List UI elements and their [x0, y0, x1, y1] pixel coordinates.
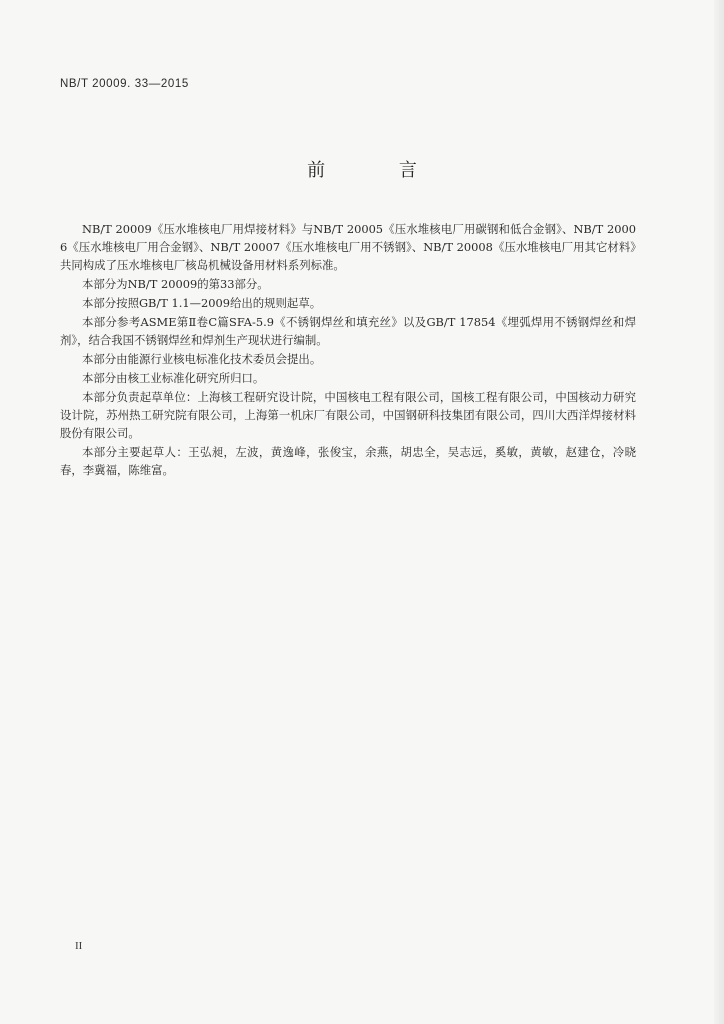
- paragraph-drafters: 本部分主要起草人：王弘昶，左波，黄逸峰，张俊宝，余燕，胡忠全，吴志远，奚敏，黄敏，赵建仓，冷晓春，李冀福，陈维富。: [60, 445, 636, 477]
- page-title: 前 言: [307, 160, 451, 181]
- standard-code: NB/T 20009. 33—2015: [60, 78, 189, 90]
- page-number: II: [75, 940, 83, 952]
- paragraph-part-number: 本部分为NB/T 20009的第33部分。: [82, 277, 269, 291]
- paragraph-drafting-rules: 本部分按照GB/T 1.1—2009给出的规则起草。: [82, 296, 322, 310]
- paragraph-references: 本部分参考ASME第Ⅱ卷C篇SFA-5.9《不锈钢焊丝和填充丝》以及GB/T 17854《埋弧焊用不锈钢焊丝和焊剂》，结合我国不锈钢焊丝和焊剂生产现状进行编制。: [60, 315, 636, 347]
- paragraph-series-scope: NB/T 20009《压水堆核电厂用焊接材料》与NB/T 20005《压水堆核电厂用碳钢和低合金钢》、NB/T 20006《压水堆核电厂用合金钢》、NB/T 20007《压水堆核电厂用不锈钢》、NB/T 20008《压水堆核电厂用其它材料》共同构成了压水堆核电厂核岛机械设备用材料系列标准。: [60, 222, 636, 272]
- page-edge-shadow: [714, 0, 724, 1024]
- paragraph-drafting-units: 本部分负责起草单位：上海核工程研究设计院，中国核电工程有限公司，国核工程有限公司，中国核动力研究设计院，苏州热工研究院有限公司，上海第一机床厂有限公司，中国钢研科技集团有限公司，四川大西洋焊接材料股份有限公司。: [60, 390, 636, 440]
- paragraph-centralized-by: 本部分由核工业标准化研究所归口。: [82, 371, 265, 385]
- foreword-body: [60, 220, 636, 480]
- paragraph-proposed-by: 本部分由能源行业核电标准化技术委员会提出。: [82, 352, 322, 366]
